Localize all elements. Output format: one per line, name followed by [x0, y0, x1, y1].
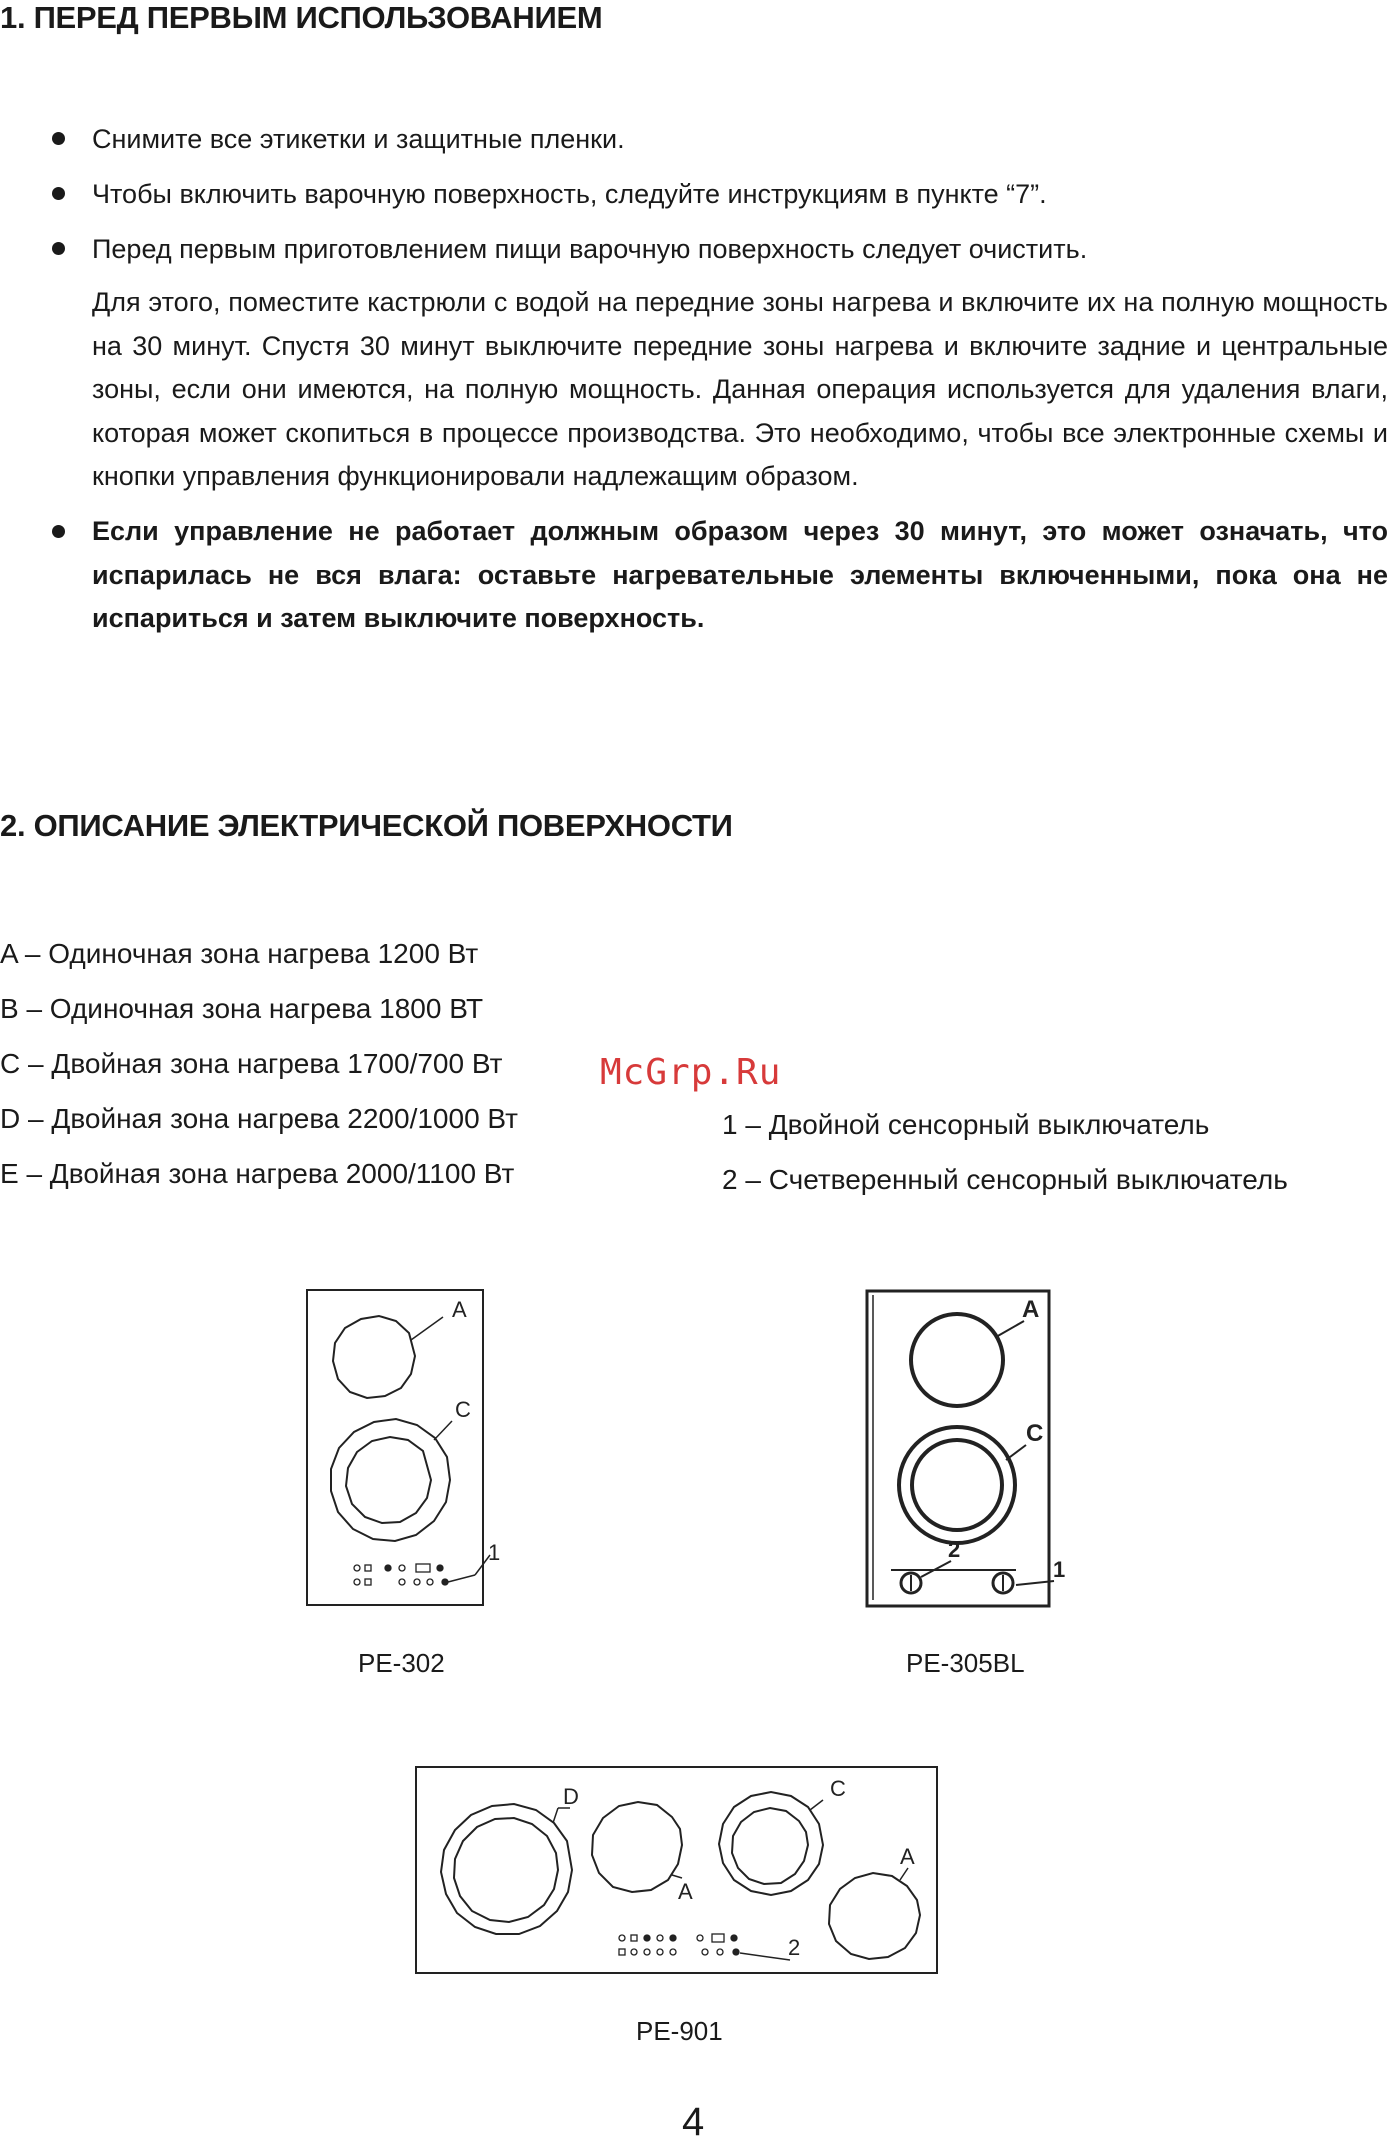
page-number: 4 [682, 2100, 705, 2144]
leader-line-c [434, 1421, 452, 1440]
pe305bl-diagram [856, 1285, 1081, 1615]
bullet-dot-icon [52, 187, 65, 200]
label-a: A [452, 1297, 467, 1322]
zone-a [333, 1316, 415, 1398]
bullet-text: Перед первым приготовлением пищи варочную поверхность следует очистить. [92, 234, 1088, 264]
zone-a-left [592, 1802, 682, 1892]
instruction-paragraph: Для этого, поместите кастрюли с водой на передние зоны нагрева и включите их на полную мощность на 30 минут. Спустя 30 минут выключите передние зоны нагрева и включите задние и центральные зоны, если они имеются, на полную мощность. Данная операция используется для удаления влаги, которая может скопиться в процессе производства. Это необходимо, чтобы все электронные схемы и кнопки управления функционировали надлежащим образом. [92, 287, 1388, 491]
zone-spec: C – Двойная зона нагрева 1700/700 Вт [0, 1048, 503, 1079]
label-a-left: A [678, 1879, 693, 1904]
leader-line-d [553, 1808, 558, 1823]
leader-line-1 [448, 1575, 475, 1582]
zone-a-right [829, 1873, 920, 1959]
leader-line-a-left [672, 1875, 682, 1878]
pe901-caption: PE-901 [636, 2016, 723, 2046]
zone-c-inner [732, 1808, 808, 1884]
leader-line-2 [740, 1953, 790, 1960]
label-c: C [830, 1776, 846, 1801]
zone-spec: B – Одиночная зона нагрева 1800 ВТ [0, 993, 484, 1024]
label-2: 2 [788, 1935, 801, 1960]
section2-title: 2. ОПИСАНИЕ ЭЛЕКТРИЧЕСКОЙ ПОВЕРХНОСТИ [0, 808, 733, 843]
switch-legend: 2 – Счетверенный сенсорный выключатель [722, 1164, 1288, 1195]
zone-spec: E – Двойная зона нагрева 2000/1100 Вт [0, 1158, 515, 1189]
bullet-dot-icon [52, 242, 65, 255]
control-panel [354, 1564, 448, 1585]
zone-c-inner [912, 1440, 1002, 1530]
bullet-dot-icon [52, 525, 65, 538]
section1-title: 1. ПЕРЕД ПЕРВЫМ ИСПОЛЬЗОВАНИЕМ [0, 0, 603, 35]
label-c: C [455, 1397, 471, 1422]
control-panel [619, 1934, 739, 1955]
zone-d-inner [454, 1818, 558, 1922]
pe302-caption: PE-302 [358, 1648, 445, 1678]
label-d: D [563, 1784, 579, 1809]
switch-legend: 1 – Двойной сенсорный выключатель [722, 1109, 1210, 1140]
pe305bl-caption: PE-305BL [906, 1648, 1025, 1678]
zone-spec: D – Двойная зона нагрева 2200/1000 Вт [0, 1103, 518, 1134]
leader-line-c [810, 1800, 823, 1810]
leader-line-c [1006, 1445, 1026, 1460]
warning-text: Если управление не работает должным образом через 30 минут, это может означать, что испарилась не вся влага: оставьте нагревательные элементы включенными, пока она не испариться и затем выключите поверхность. [92, 516, 1388, 633]
label-a-right: A [900, 1844, 915, 1869]
label-c: C [1026, 1420, 1044, 1447]
label-2: 2 [948, 1537, 961, 1562]
pe901-diagram [410, 1760, 950, 1985]
bullet-text: Снимите все этикетки и защитные пленки. [92, 124, 625, 154]
zone-c-inner [346, 1437, 431, 1523]
bullet-dot-icon [52, 132, 65, 145]
bullet-text: Чтобы включить варочную поверхность, следуйте инструкциям в пункте “7”. [92, 179, 1047, 209]
label-1: 1 [488, 1540, 501, 1565]
zone-d-outer [441, 1804, 572, 1934]
label-a: A [1022, 1296, 1040, 1323]
hob-outline [307, 1290, 483, 1605]
pe302-diagram [300, 1285, 530, 1615]
hob-outline [416, 1767, 937, 1973]
leader-line-a-right [900, 1868, 908, 1880]
watermark: McGrp.Ru [600, 1052, 782, 1093]
leader-line-a [996, 1321, 1024, 1337]
zone-c-outer [899, 1427, 1015, 1543]
zone-spec: A – Одиночная зона нагрева 1200 Вт [0, 938, 479, 969]
zone-a [911, 1314, 1003, 1406]
leader-line-a [411, 1317, 443, 1340]
label-1: 1 [1053, 1557, 1066, 1582]
